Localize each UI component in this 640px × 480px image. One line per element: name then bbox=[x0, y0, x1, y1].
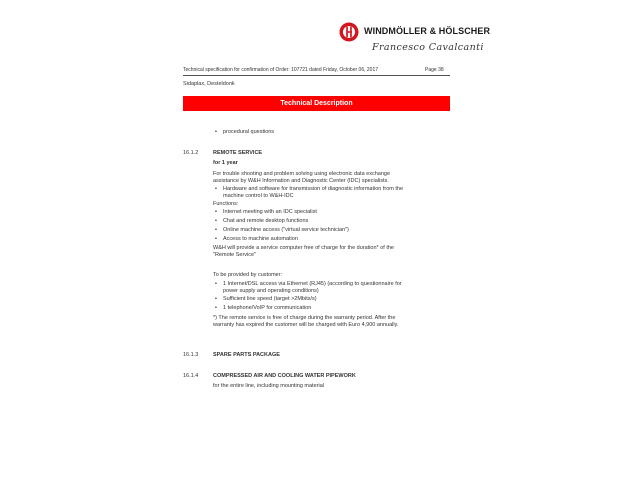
section-number: 16.1.3 bbox=[183, 352, 199, 358]
section-title: SPARE PARTS PACKAGE bbox=[213, 352, 280, 358]
windmoeller-hoelscher-logo-icon bbox=[339, 22, 359, 42]
section-number: 16.1.2 bbox=[183, 150, 199, 156]
section-description: for the entire line, including mounting material bbox=[213, 383, 324, 389]
list-item: Access to machine automation bbox=[223, 236, 298, 242]
section-number: 16.1.4 bbox=[183, 373, 199, 379]
signature: Francesco Cavalcanti bbox=[372, 42, 484, 53]
list-item: Chat and remote desktop functions bbox=[223, 218, 309, 224]
bullet-icon: • bbox=[215, 186, 217, 192]
paragraph-line: W&H will provide a service computer free of charge for the duration* of the bbox=[213, 245, 394, 251]
list-item: Internet meeting with an IDC specialist bbox=[223, 209, 317, 215]
list-item: procedural questions bbox=[223, 129, 275, 135]
customer-name: Sidaplax, Desteldonk bbox=[183, 81, 235, 87]
bullet-icon: • bbox=[215, 281, 217, 287]
list-item: 1 telephone/VoIP for communication bbox=[223, 305, 312, 311]
section-title: REMOTE SERVICE bbox=[213, 150, 263, 156]
bullet-icon: • bbox=[215, 209, 217, 215]
bullet-icon: • bbox=[215, 129, 217, 135]
bullet-icon: • bbox=[215, 305, 217, 311]
paragraph-line: "Remote Service" bbox=[213, 252, 257, 258]
page-number: Page 38 bbox=[425, 67, 444, 73]
section-subtitle: for 1 year bbox=[213, 160, 238, 166]
bullet-icon: • bbox=[215, 218, 217, 224]
footnote-line: *) The remote service is free of charge during the warranty period. After the bbox=[213, 315, 396, 321]
bullet-icon: • bbox=[215, 227, 217, 233]
header-divider bbox=[183, 75, 450, 76]
list-item: Hardware and software for transmission of diagnostic information from the bbox=[223, 186, 404, 192]
section-banner: Technical Description bbox=[183, 96, 450, 111]
section-title: COMPRESSED AIR AND COOLING WATER PIPEWORK bbox=[213, 373, 356, 379]
spec-header-line: Technical specification for confirmation of Order: 107721 dated Friday, October 06, 2017 bbox=[183, 67, 379, 73]
bullet-icon: • bbox=[215, 236, 217, 242]
bullet-icon: • bbox=[215, 296, 217, 302]
list-item: power supply and operating conditions) bbox=[223, 288, 319, 294]
customer-provision-label: To be provided by customer: bbox=[213, 272, 283, 278]
list-item: Online machine access ("virtual service technician") bbox=[223, 227, 349, 233]
list-item: machine control to W&H-IDC bbox=[223, 193, 294, 199]
paragraph-line: For trouble shooting and problem solving using electronic data exchange bbox=[213, 171, 391, 177]
list-item: 1 Internet/DSL access via Ethernet (RJ45) (according to questionnaire for bbox=[223, 281, 402, 287]
footnote-line: warranty has expired the customer will be charged with Euro 4,900 annually. bbox=[213, 322, 399, 328]
list-item: Sufficient line speed (target >2Mbits/s) bbox=[223, 296, 317, 302]
brand-name: WINDMÖLLER & HÖLSCHER bbox=[364, 26, 491, 36]
functions-label: Functions: bbox=[213, 201, 239, 207]
paragraph-line: assistance by W&H Information and Diagnostic Center (IDC) specialists. bbox=[213, 178, 389, 184]
